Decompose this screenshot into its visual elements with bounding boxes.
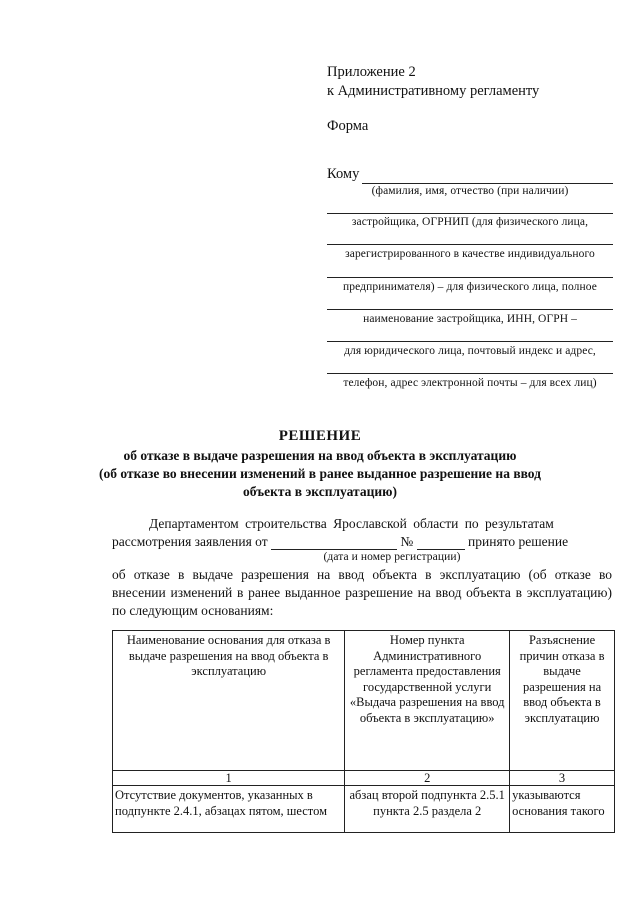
decision-subtitle: (об отказе во внесении изменений в ранее выданное разрешение на ввод: [99, 466, 541, 481]
recipient-hint: зарегистрированного в качестве индивидуального: [345, 248, 595, 260]
date-blank: [271, 537, 397, 550]
appendix-number: Приложение 2: [327, 64, 416, 80]
number-blank: [417, 537, 465, 550]
table-number-cell: 2: [345, 771, 510, 786]
table-header-cell: Номер пункта Административного регламента предоставления государственной услуги «Выдача разрешения на ввод объекта в эксплуатацию»: [345, 631, 510, 771]
table-number-cell: 3: [510, 771, 615, 786]
recipient-fill-line: [327, 341, 613, 342]
paragraph-line: Департаментом строительства Ярославской области по результатам: [149, 516, 554, 531]
recipient-hint: застройщика, ОГРНИП (для физического лица,: [351, 216, 589, 228]
recipient-hint: предпринимателя) – для физического лица, полное: [343, 281, 597, 293]
recipient-fill-line: [327, 213, 613, 214]
table-header-cell: Наименование основания для отказа в выдаче разрешения на ввод объекта в эксплуатацию: [113, 631, 345, 771]
decision-title: РЕШЕНИЕ: [278, 428, 362, 444]
recipient-fill-line: [327, 309, 613, 310]
table-cell-point: абзац второй подпункта 2.5.1 пункта 2.5 раздела 2: [345, 786, 510, 833]
recipient-fill-line: [327, 277, 613, 278]
decision-text: принято решение: [468, 534, 569, 549]
table-row: [113, 786, 615, 833]
appendix-reference: к Административному регламенту: [327, 83, 540, 99]
recipient-fill-line: [327, 244, 613, 245]
table-cell-explanation: указываются основания такого: [510, 786, 615, 833]
grounds-table: [112, 630, 615, 833]
paragraph-grounds: об отказе в выдаче разрешения на ввод объекта в эксплуатацию (об отказе во внесении изменений в ранее выданное разрешение на ввод объекта в эксплуатацию) по следующим основаниям:: [112, 567, 612, 618]
recipient-hint: для юридического лица, почтовый индекс и адрес,: [344, 345, 596, 357]
recipient-hint: (фамилия, имя, отчество (при наличии): [371, 185, 569, 197]
table-header-row: [113, 631, 615, 771]
recipient-hint: наименование застройщика, ИНН, ОГРН –: [363, 313, 577, 325]
decision-subtitle: объекта в эксплуатацию): [243, 484, 397, 499]
application-line: [112, 534, 612, 550]
recipient-hint: телефон, адрес электронной почты – для всех лиц): [343, 377, 597, 389]
table-header-cell: Разъяснение причин отказа в выдаче разрешения на ввод объекта в эксплуатацию: [510, 631, 615, 771]
application-text: рассмотрения заявления от: [112, 534, 268, 549]
table-cell-ground: Отсутствие документов, указанных в подпункте 2.4.1, абзацах пятом, шестом: [113, 786, 345, 833]
table-number-cell: 1: [113, 771, 345, 786]
form-label: Форма: [327, 118, 369, 134]
recipient-fill-line: [327, 373, 613, 374]
table-number-row: [113, 771, 615, 786]
appendix-header: [327, 63, 539, 101]
recipient-fill-line: [362, 183, 613, 184]
recipient-label: Кому: [327, 166, 360, 182]
decision-subtitle: об отказе в выдаче разрешения на ввод объекта в эксплуатацию: [123, 448, 517, 463]
registration-hint: (дата и номер регистрации): [323, 551, 461, 563]
number-sign: №: [400, 534, 414, 549]
